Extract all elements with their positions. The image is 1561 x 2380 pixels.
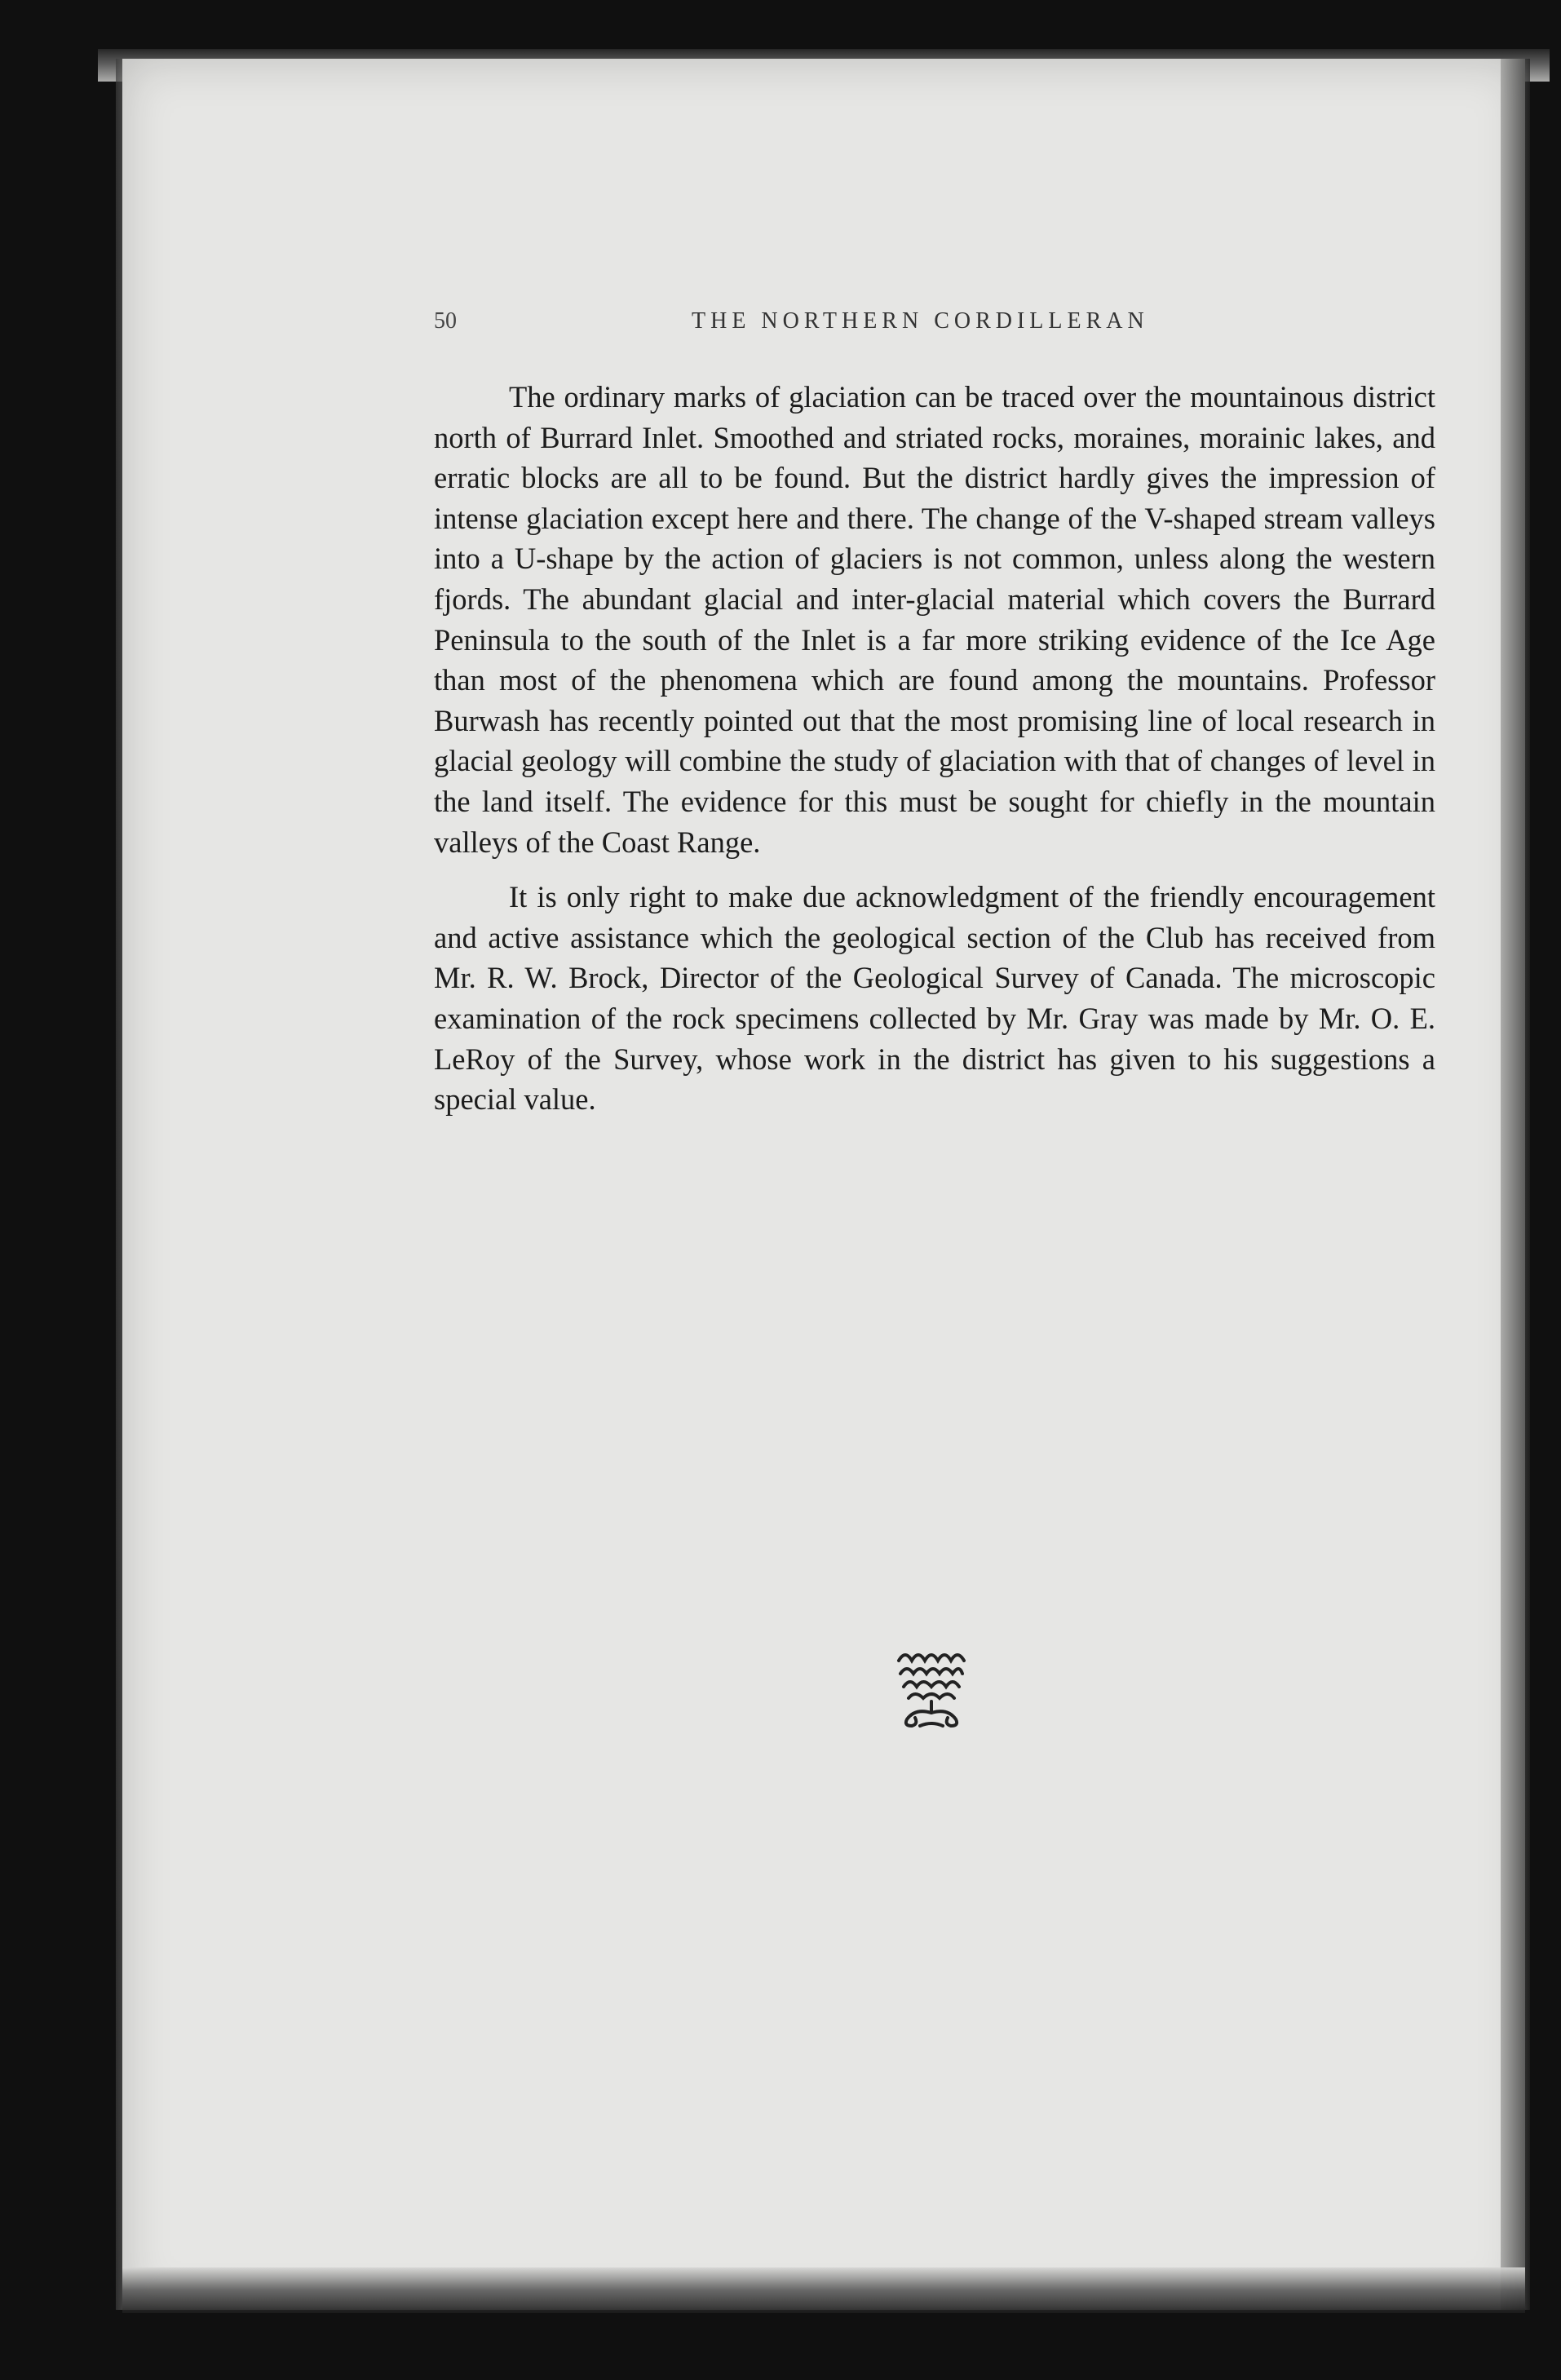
floral-tailpiece-icon — [891, 1644, 972, 1732]
running-title: THE NORTHERN CORDILLERAN — [692, 308, 1149, 334]
paragraph-acknowledgment: It is only right to make due acknowledgment of the friendly encouragement and active assistance which the geological section of the Club has received from Mr. R. W. Brock, Director of the Geological Survey of Canada. The microscopic examination of the rock specimens collected by Mr. Gray was made by Mr. O. E. LeRoy of the Survey, whose work in the district has given to his suggestions a special value. — [434, 880, 1435, 1117]
paragraph-glaciation: The ordinary marks of glaciation can be traced over the mountainous district north of Burrard Inlet. Smoothed and striated rocks, moraines, morainic lakes, and erratic blocks are all to be found. But the district hardly gives the impression of intense glaciation except here and there. The change of the V-shaped stream valleys into a U-shape by the action of glaciers is not common, unless along the western fjords. The abundant glacial and inter-glacial material which covers the Burrard Peninsula to the south of the Inlet is a far more striking evidence of the Ice Age than most of the phenomena which are found among the mountains. Professor Burwash has recently pointed out that the most promising line of local research in glacial geology will combine the study of glaciation with that of changes of level in the land itself. The evidence for this must be sought for chiefly in the mountain valleys of the Coast Range. — [434, 380, 1435, 859]
body-text — [434, 377, 1435, 1120]
scan-edge-bottom — [122, 2267, 1525, 2313]
page-number: 50 — [434, 308, 457, 334]
scan-edge-right — [1501, 59, 1530, 2310]
